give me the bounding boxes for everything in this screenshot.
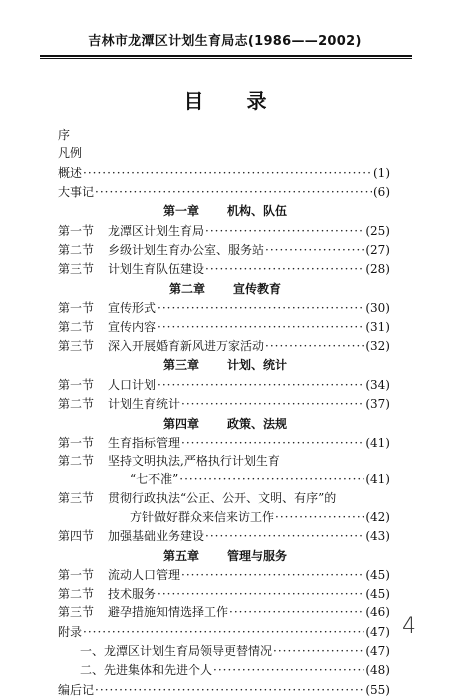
toc-entry [58, 241, 390, 259]
chapter-number: 第三章 [162, 358, 199, 372]
entry-title: 大事记 [58, 185, 95, 199]
dot-leader [205, 527, 364, 545]
page-number: (37) [365, 397, 390, 411]
page-number: (6) [373, 185, 390, 199]
section-number: 第四节 [58, 529, 95, 543]
page-number: (30) [365, 301, 390, 315]
page-number: (48) [365, 663, 390, 677]
toc-entry [58, 395, 390, 413]
page-number: (34) [365, 378, 390, 392]
chapter-number: 第五章 [162, 549, 199, 563]
entry-title: 计划生育统计 [108, 397, 181, 411]
dot-leader [157, 585, 364, 603]
toc-entry [58, 376, 390, 394]
section-number: 第二节 [58, 320, 95, 334]
section-number: 第二节 [58, 243, 95, 257]
entry-title: 二、先进集体和先进个人 [80, 663, 213, 677]
running-header [0, 33, 450, 63]
section-number: 第一节 [58, 224, 95, 238]
dot-leader [275, 508, 364, 526]
page-number: (43) [365, 529, 390, 543]
toc-front-matter-item: 序 [58, 128, 71, 142]
page-number: (27) [365, 243, 390, 257]
chapter-name: 计划、统计 [227, 358, 288, 372]
toc-entry [58, 318, 390, 336]
toc-entry [130, 470, 390, 488]
page-number: (32) [365, 339, 390, 353]
section-number: 第一节 [58, 436, 95, 450]
dot-leader [205, 222, 364, 240]
page-number: (1) [373, 166, 390, 180]
toc-entry [58, 183, 390, 201]
dot-leader [265, 241, 364, 259]
toc-front-matter-item: 凡例 [58, 146, 83, 160]
toc-entry [58, 299, 390, 317]
book-title: 吉林市龙潭区计划生育局志(1986——2002) [88, 34, 362, 49]
section-number: 第三节 [58, 339, 95, 353]
toc-entry [58, 603, 390, 621]
page-number: (45) [365, 568, 390, 582]
toc-entry [58, 585, 390, 603]
section-number: 第二节 [58, 587, 95, 601]
entry-title: “七不准” [130, 472, 179, 486]
entry-title: 乡级计划生育办公室、服务站 [108, 243, 265, 257]
dot-leader [181, 566, 364, 584]
toc-entry [58, 337, 390, 355]
entry-title: 宣传内容 [108, 320, 157, 334]
dot-leader [95, 183, 372, 201]
toc-entry [130, 508, 390, 526]
dot-leader [83, 623, 364, 641]
dot-leader [157, 299, 364, 317]
chapter-name: 政策、法规 [227, 417, 288, 431]
dot-leader [181, 395, 364, 413]
entry-title: 编后记 [58, 683, 95, 697]
section-number: 第三节 [58, 491, 95, 505]
entry-title: 技术服务 [108, 587, 157, 601]
entry-title: 一、龙潭区计划生育局领导更替情况 [80, 644, 273, 658]
section-number: 第三节 [58, 605, 95, 619]
section-number: 第一节 [58, 378, 95, 392]
chapter-heading [0, 547, 450, 565]
dot-leader [205, 260, 364, 278]
entry-title: 附录 [58, 625, 83, 639]
dot-leader [179, 470, 364, 488]
entry-title: 流动人口管理 [108, 568, 181, 582]
chapter-number: 第一章 [162, 204, 199, 218]
toc-entry [58, 527, 390, 545]
entry-title: 坚持文明执法,严格执行计划生育 [108, 454, 280, 468]
handwritten-page-number: 4 [402, 614, 416, 639]
page-number: (28) [365, 262, 390, 276]
entry-title: 龙潭区计划生育局 [108, 224, 205, 238]
chapter-name: 管理与服务 [227, 549, 288, 563]
dot-leader [213, 661, 364, 679]
page-number: (47) [365, 644, 390, 658]
entry-title: 计划生育队伍建设 [108, 262, 205, 276]
section-number: 第二节 [58, 454, 95, 468]
entry-title: 概述 [58, 166, 83, 180]
chapter-name: 宣传教育 [233, 282, 282, 296]
toc-entry-first-line [58, 452, 388, 470]
section-number: 第二节 [58, 397, 95, 411]
entry-title: 避孕措施知情选择工作 [108, 605, 229, 619]
toc-title: 目 录 [183, 89, 285, 113]
entry-title: 贯彻行政执法“公正、公开、文明、有序”的 [108, 491, 337, 505]
dot-leader [273, 642, 364, 660]
header-rule [40, 55, 412, 57]
entry-title: 方针做好群众来信来访工作 [130, 510, 275, 524]
toc-entry [58, 222, 390, 240]
toc-entry [58, 164, 390, 182]
toc-entry [58, 681, 390, 699]
page-number: (42) [365, 510, 390, 524]
section-number: 第一节 [58, 301, 95, 315]
chapter-heading [0, 202, 450, 220]
entry-title: 加强基础业务建设 [108, 529, 205, 543]
page-number: (45) [365, 587, 390, 601]
dot-leader [265, 337, 364, 355]
page-number: (41) [365, 436, 390, 450]
entry-title: 宣传形式 [108, 301, 157, 315]
dot-leader [157, 376, 364, 394]
page-number: (46) [365, 605, 390, 619]
page-number: (31) [365, 320, 390, 334]
toc-entry [80, 661, 390, 679]
dot-leader [157, 318, 364, 336]
toc-entry [58, 566, 390, 584]
dot-leader [229, 603, 364, 621]
chapter-heading [0, 356, 450, 374]
page-number: (25) [365, 224, 390, 238]
page-number: (55) [365, 683, 390, 697]
header-rule-thin [40, 58, 412, 59]
toc-entry [58, 434, 390, 452]
toc-entry [58, 623, 390, 641]
page-number: (47) [365, 625, 390, 639]
section-number: 第三节 [58, 262, 95, 276]
chapter-number: 第二章 [168, 282, 205, 296]
chapter-number: 第四章 [162, 417, 199, 431]
entry-title: 生育指标管理 [108, 436, 181, 450]
chapter-heading [0, 280, 450, 298]
chapter-name: 机构、队伍 [227, 204, 288, 218]
dot-leader [83, 164, 372, 182]
dot-leader [181, 434, 364, 452]
toc-entry [80, 642, 390, 660]
section-number: 第一节 [58, 568, 95, 582]
entry-title: 深入开展婚育新风进万家活动 [108, 339, 265, 353]
toc-entry [58, 260, 390, 278]
entry-title: 人口计划 [108, 378, 157, 392]
dot-leader [95, 681, 364, 699]
page-number: (41) [365, 472, 390, 486]
toc-entry-first-line [58, 489, 388, 507]
chapter-heading [0, 415, 450, 433]
